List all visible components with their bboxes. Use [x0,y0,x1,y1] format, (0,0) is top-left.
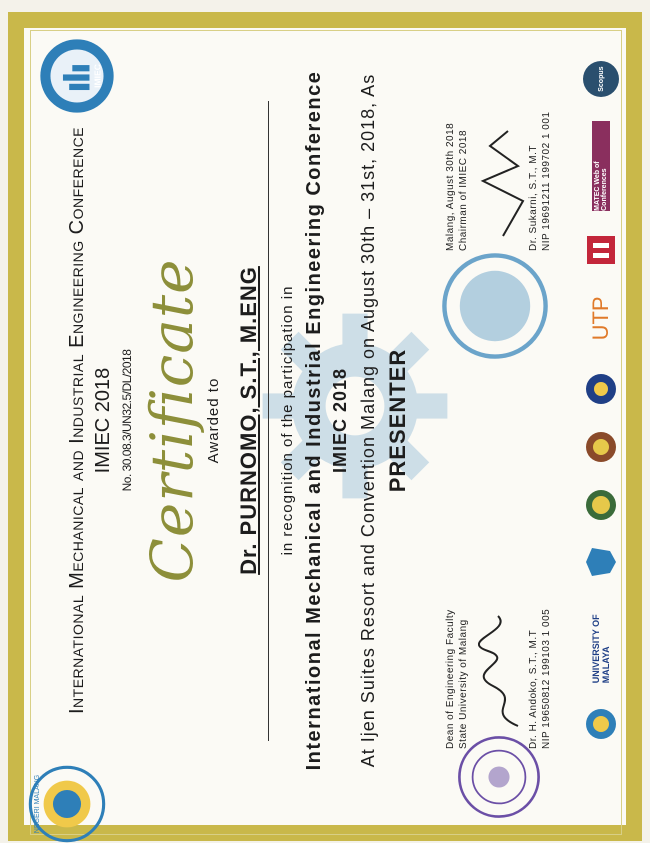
sponsor-badge-icon [584,372,618,406]
certificate-heading: Certificate [138,258,206,583]
role-text: PRESENTER [385,348,410,493]
certificate-number: No. 30.08.3/UN32.5/DL/2018 [120,349,134,492]
left-signature-icon [478,611,528,731]
sponsor-logos [578,61,624,741]
left-signatory-title2: State University of Malang [458,619,469,749]
sponsor-seal-icon [584,707,618,741]
scopus-logo: Scopus [583,61,619,97]
imiec-logo-text: IMIEC [92,64,103,88]
right-signatory-title: Chairman of IMIEC 2018 [458,129,469,251]
left-signatory-nip: NIP 19650812 199103 1 005 [541,608,552,749]
name-underline [268,101,269,741]
recognition-text: in recognition of the participation in [279,285,296,556]
conference-abbr: IMIEC 2018 [92,367,114,474]
right-signatory-date: Malang, August 30th 2018 [445,122,456,251]
right-signatory-nip: NIP 19691211 199702 1 001 [541,111,552,251]
matec-logo: MATEC Web of Conferences [592,121,610,211]
sponsor-shield-icon [584,545,618,579]
sponsor-red-logo-icon [586,235,616,265]
sponsor-emblem-icon [584,488,618,522]
recipient-name: Dr. PURNOMO, S.T., M.ENG [236,266,261,575]
left-signatory-name: Dr. H. Andoko, S.T., M.T [528,629,539,749]
awarded-to-label: Awarded to [205,377,222,464]
university-of-malaya-logo: UNIVERSITY OF MALAYA [591,614,611,684]
right-signature-icon [478,121,528,241]
imiec-stamp-icon [440,251,550,361]
venue-text: At Ijen Suites Resort and Convention Malang on August 30th – 31st, 2018, As [358,73,378,768]
sponsor-crest-icon [584,430,618,464]
university-seal-text: NEGERI MALANG [33,774,41,834]
right-signatory-name: Dr. Sukarni, S.T., M.T [528,144,539,251]
conference-title: International Mechanical and Industrial Engineering Conference [66,126,88,715]
utp-logo: UTP [588,296,613,341]
conference-full-name: International Mechanical and Industrial Engineering Conference [303,70,325,771]
left-signatory-title1: Dean of Engineering Faculty [445,609,456,749]
conference-full-abbr: IMIEC 2018 [330,367,350,474]
